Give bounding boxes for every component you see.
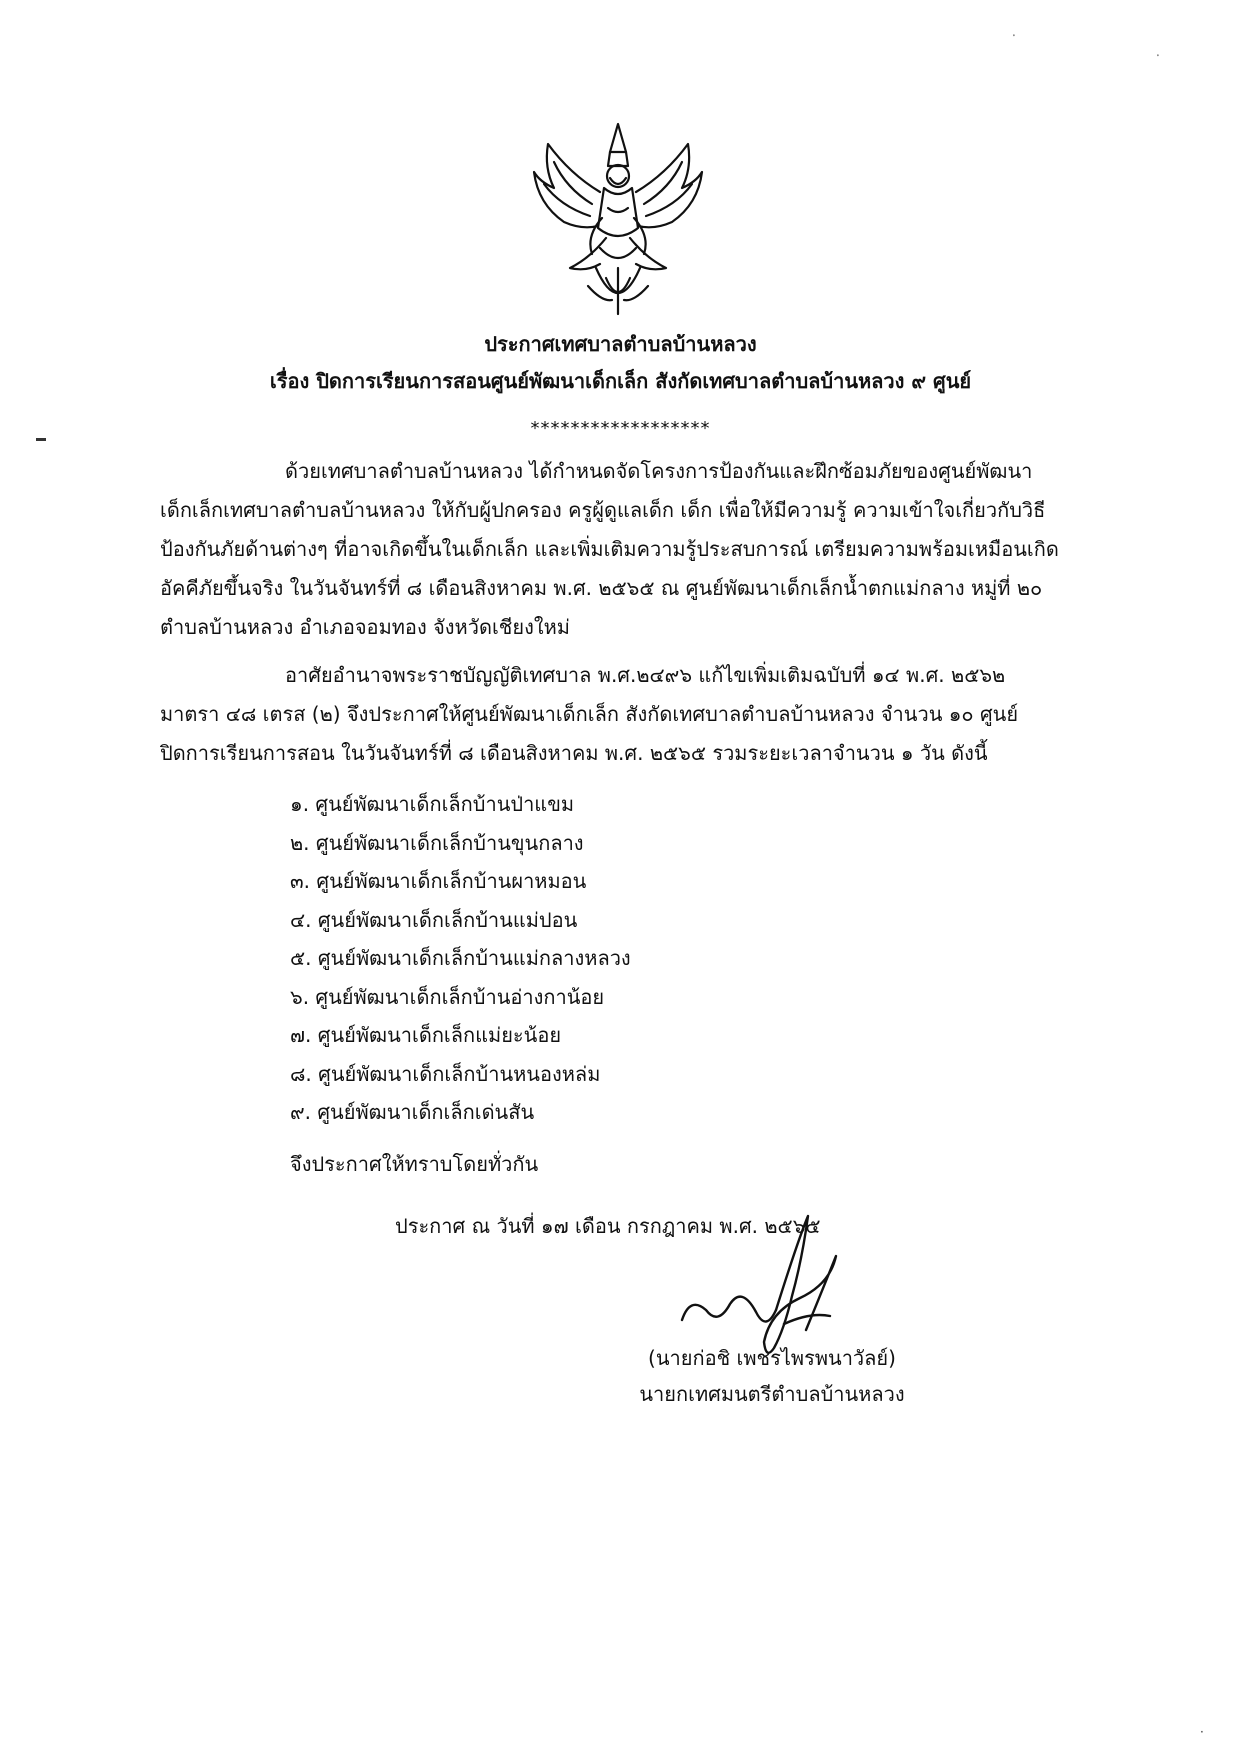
paragraph-line: ปิดการเรียนการสอน ในวันจันทร์ที่ ๘ เดือนสิงหาคม พ.ศ. ๒๕๖๕ รวมระยะเวลาจำนวน ๑ วัน ดังนี้ [160,741,988,765]
paragraph-line: เด็กเล็กเทศบาลตำบลบ้านหลวง ให้กับผู้ปกครอง ครูผู้ดูแลเด็ก เด็ก เพื่อให้มีความรู้ ความเข้าใจเกี่ยวกับวิธี [160,498,1046,522]
list-item: ๑. ศูนย์พัฒนาเด็กเล็กบ้านป่าแขม [290,792,575,816]
list-item: ๕. ศูนย์พัฒนาเด็กเล็กบ้านแม่กลางหลวง [290,946,631,970]
announcement-title: ประกาศเทศบาลตำบลบ้านหลวง [484,332,757,356]
list-item: ๓. ศูนย์พัฒนาเด็กเล็กบ้านผาหมอน [290,869,587,893]
paragraph-line: อาศัยอำนาจพระราชบัญญัติเทศบาล พ.ศ.๒๔๙๖ แก้ไขเพิ่มเติมฉบับที่ ๑๔ พ.ศ. ๒๕๖๒ [285,663,1006,687]
paragraph-line: อัคคีภัยขึ้นจริง ในวันจันทร์ที่ ๘ เดือนสิงหาคม พ.ศ. ๒๕๖๕ ณ ศูนย์พัฒนาเด็กเล็กน้ำตกแม่กลาง หมู่ที่ ๒๐ [160,576,1043,600]
center-list [290,785,631,1132]
paragraph-line: ป้องกันภัยด้านต่างๆ ที่อาจเกิดขึ้นในเด็กเล็ก และเพิ่มเติมความรู้ประสบการณ์ เตรียมความพร้อมเหมือนเกิด [160,537,1059,561]
paragraph-line: มาตรา ๔๘ เตรส (๒) จึงประกาศให้ศูนย์พัฒนาเด็กเล็ก สังกัดเทศบาลตำบลบ้านหลวง จำนวน ๑๐ ศูนย์ [160,702,1019,726]
paragraph-line: ตำบลบ้านหลวง อำเภอจอมทอง จังหวัดเชียงใหม่ [160,615,570,639]
paragraph-line: ด้วยเทศบาลตำบลบ้านหลวง ได้กำหนดจัดโครงการป้องกันและฝึกซ้อมภัยของศูนย์พัฒนา [285,459,1033,483]
scan-speck: ⸱ [1156,48,1160,64]
paragraph-2 [160,656,1100,773]
signer-position: นายกเทศมนตรีตำบลบ้านหลวง [639,1382,905,1406]
list-item: ๒. ศูนย์พัฒนาเด็กเล็กบ้านขุนกลาง [290,830,584,855]
closing-text: จึงประกาศให้ทราบโดยทั่วกัน [290,1152,539,1176]
list-item: ๗. ศูนย์พัฒนาเด็กเล็กแม่ยะน้อย [290,1023,562,1047]
separator: ****************** [530,418,711,439]
list-item: ๖. ศูนย์พัฒนาเด็กเล็กบ้านอ่างกาน้อย [290,984,605,1009]
paragraph-1 [160,452,1100,647]
scan-speck: ⸱ [1012,28,1016,44]
signer-name: (นายก่อชิ เพชรไพรพนาวัลย์) [648,1346,896,1370]
garuda-emblem-icon [530,118,706,322]
list-item: ๘. ศูนย์พัฒนาเด็กเล็กบ้านหนองหล่ม [290,1061,601,1086]
dateline: ประกาศ ณ วันที่ ๑๗ เดือน กรกฎาคม พ.ศ. ๒๕๖๕ [395,1214,821,1238]
list-item: ๔. ศูนย์พัฒนาเด็กเล็กบ้านแม่ปอน [290,907,578,932]
list-item: ๙. ศูนย์พัฒนาเด็กเล็กเด่นสัน [290,1100,535,1124]
corner-mark: · [1200,1725,1204,1739]
announcement-subject: เรื่อง ปิดการเรียนการสอนศูนย์พัฒนาเด็กเล็ก สังกัดเทศบาลตำบลบ้านหลวง ๙ ศูนย์ [269,369,972,393]
margin-mark [36,438,46,441]
